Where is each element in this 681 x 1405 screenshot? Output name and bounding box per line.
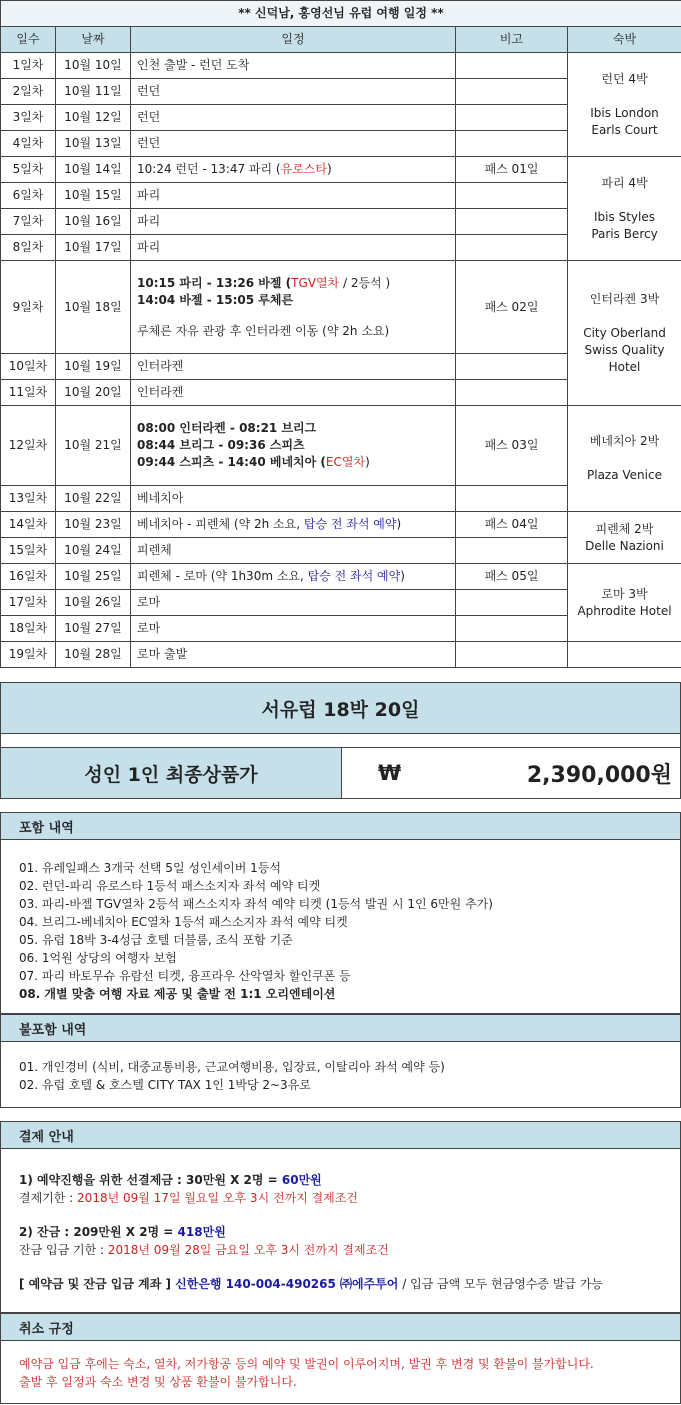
pass-cell: 패스 01일 (456, 157, 568, 183)
col-header-lodging: 숙박 (568, 27, 681, 53)
hotel-cell (568, 261, 681, 406)
hotel-name: Hotel (608, 359, 641, 374)
date-cell: 10월 15일 (56, 183, 131, 209)
list-item: 04. 브리그-베네치아 EC열차 1등석 패스소지자 좌석 예약 티켓 (19, 915, 348, 929)
note-cell (456, 380, 568, 406)
date-cell: 10월 17일 (56, 235, 131, 261)
list-item: 05. 유럽 18박 3-4성급 호텔 더블룸, 조식 포함 기준 (19, 933, 293, 947)
itinerary-table (0, 0, 681, 668)
currency-symbol: ₩ (378, 761, 402, 785)
excluded-title: 불포함 내역 (19, 1022, 87, 1038)
plan-cell (131, 157, 456, 183)
date-cell: 10월 19일 (56, 354, 131, 380)
balance-total: 418만원 (177, 1225, 226, 1239)
note-cell (456, 131, 568, 157)
date-cell: 10월 22일 (56, 486, 131, 512)
day-cell: 10일차 (1, 354, 56, 380)
plan-cell (131, 261, 456, 354)
date-cell: 10월 25일 (56, 564, 131, 590)
hotel-city: 피렌체 2박 (595, 521, 654, 536)
date-cell: 10월 27일 (56, 616, 131, 642)
day-cell: 11일차 (1, 380, 56, 406)
plan-line: 14:04 바젤 - 15:05 루체른 (137, 292, 294, 307)
hotel-name: Ibis Styles (594, 209, 655, 224)
pass-cell: 패스 04일 (456, 512, 568, 538)
plan-cell: 베네치아 (131, 486, 456, 512)
plan-cell: 베네치아 - 피렌체 (약 2h 소요, 탑승 전 좌석 예약) (131, 512, 456, 538)
train-highlight: TGV열차 (291, 275, 340, 290)
plan-cell: 런던 (131, 105, 456, 131)
table-row (1, 157, 681, 183)
cancel-line: 예약금 입금 후에는 숙소, 열차, 저가항공 등의 예약 및 발권이 이루어지며, 발권 후 변경 및 환불이 불가합니다. (19, 1357, 594, 1371)
date-cell: 10월 11일 (56, 79, 131, 105)
payment-info (0, 1149, 681, 1313)
table-row (1, 564, 681, 590)
plan-cell: 인터라켄 (131, 380, 456, 406)
day-cell: 3일차 (1, 105, 56, 131)
plan-cell: 파리 (131, 183, 456, 209)
train-highlight: EC열차 (325, 455, 366, 469)
hotel-cell (568, 157, 681, 261)
date-cell: 10월 23일 (56, 512, 131, 538)
excluded-header (0, 1014, 681, 1042)
hotel-cell (568, 53, 681, 157)
plan-cell: 파리 (131, 235, 456, 261)
deposit-due: 2018년 09월 17일 월요일 오후 3시 전까지 결제조건 (77, 1191, 358, 1205)
col-header-day: 일수 (1, 27, 56, 53)
payment-title: 결제 안내 (19, 1129, 74, 1145)
date-cell: 10월 14일 (56, 157, 131, 183)
hotel-name: Aphrodite Hotel (577, 603, 672, 618)
date-cell: 10월 16일 (56, 209, 131, 235)
day-cell: 15일차 (1, 538, 56, 564)
final-price: 2,390,000원 (526, 762, 672, 788)
note-cell (456, 538, 568, 564)
table-row (1, 406, 681, 486)
day-cell: 8일차 (1, 235, 56, 261)
list-item: 01. 유레일패스 3개국 선택 5일 성인세이버 1등석 (19, 861, 281, 875)
note-cell (456, 79, 568, 105)
plan-cell: 인천 출발 - 런던 도착 (131, 53, 456, 79)
plan-cell: 피렌체 (131, 538, 456, 564)
included-header (0, 812, 681, 840)
table-row (1, 642, 681, 668)
deposit-total: 60만원 (281, 1173, 322, 1187)
list-item: 07. 파리 바토무슈 유람선 티켓, 융프라우 산악열차 할인쿠폰 등 (19, 969, 351, 983)
day-cell: 19일차 (1, 642, 56, 668)
day-cell: 4일차 (1, 131, 56, 157)
price-label-cell (1, 748, 342, 798)
product-title-box (0, 682, 681, 734)
table-row (1, 53, 681, 79)
note-cell (456, 53, 568, 79)
plan-cell: 로마 (131, 616, 456, 642)
spacer-row (0, 733, 681, 748)
hotel-city: 베네치아 2박 (589, 434, 660, 448)
hotel-city: 파리 4박 (601, 175, 648, 190)
included-title: 포함 내역 (19, 820, 74, 836)
account-line: [ 예약금 및 잔금 입금 계좌 ] 신한은행 140-004-490265 ㈜에주투어 / 입금 금액 모두 현금영수증 발급 가능 (19, 1277, 604, 1291)
list-item: 03. 파리-바젤 TGV열차 2등석 패스소지자 좌석 예약 티켓 (1등석 발권 시 1인 6만원 추가) (19, 897, 493, 911)
plan-cell: 피렌체 - 로마 (약 1h30m 소요, 탑승 전 좌석 예약) (131, 564, 456, 590)
reservation-highlight: 탑승 전 좌석 예약 (303, 517, 397, 531)
date-cell: 10월 20일 (56, 380, 131, 406)
note-cell (456, 486, 568, 512)
day-cell: 18일차 (1, 616, 56, 642)
table-row (1, 512, 681, 538)
plan-line: 09:44 스피츠 - 14:40 베네치아 (EC열차) (137, 455, 370, 469)
plan-line: 08:44 브리그 - 09:36 스피츠 (137, 438, 305, 452)
date-cell: 10월 10일 (56, 53, 131, 79)
note-cell (456, 354, 568, 380)
note-cell (456, 590, 568, 616)
date-cell: 10월 13일 (56, 131, 131, 157)
hotel-city: 로마 3박 (601, 586, 648, 601)
day-cell: 2일차 (1, 79, 56, 105)
cancel-header (0, 1313, 681, 1341)
hotel-cell (568, 512, 681, 564)
date-cell: 10월 21일 (56, 406, 131, 486)
product-title: 서유럽 18박 20일 (261, 698, 420, 721)
plan-line: 루체른 자유 관광 후 인터라켄 이동 (약 2h 소요) (137, 323, 390, 338)
plan-cell: 인터라켄 (131, 354, 456, 380)
note-cell (456, 209, 568, 235)
plan-cell: 런던 (131, 131, 456, 157)
balance-line: 2) 잔금 : 209만원 X 2명 = 418만원 (19, 1225, 226, 1239)
day-cell: 9일차 (1, 261, 56, 354)
reservation-highlight: 탑승 전 좌석 예약 (307, 569, 401, 583)
col-header-plan: 일정 (131, 27, 456, 53)
note-cell (456, 235, 568, 261)
bank-account: 신한은행 140-004-490265 ㈜에주투어 (175, 1277, 399, 1291)
list-item: 06. 1억원 상당의 여행자 보험 (19, 951, 177, 965)
list-item: 02. 런던-파리 유로스타 1등석 패스소지자 좌석 예약 티켓 (19, 879, 321, 893)
day-cell: 17일차 (1, 590, 56, 616)
col-header-note: 비고 (456, 27, 568, 53)
pass-cell: 패스 03일 (456, 406, 568, 486)
included-list (0, 840, 681, 1014)
day-cell: 13일차 (1, 486, 56, 512)
plan-cell: 파리 (131, 209, 456, 235)
hotel-cell (568, 406, 681, 512)
cancel-line: 출발 후 일정과 숙소 변경 및 상품 환불이 불가합니다. (19, 1375, 297, 1389)
plan-text: ) (327, 162, 332, 176)
deposit-due-line: 결제기한 : 2018년 09월 17일 월요일 오후 3시 전까지 결제조건 (19, 1191, 358, 1205)
pass-cell: 패스 02일 (456, 261, 568, 354)
plan-cell: 로마 출발 (131, 642, 456, 668)
hotel-name: Delle Nazioni (585, 538, 664, 553)
note-cell (456, 616, 568, 642)
list-item: 01. 개인경비 (식비, 대중교통비용, 근교여행비용, 입장료, 이탈리아 좌석 예약 등) (19, 1060, 445, 1074)
note-cell (456, 183, 568, 209)
col-header-date: 날짜 (56, 27, 131, 53)
date-cell: 10월 24일 (56, 538, 131, 564)
plan-line: 10:15 파리 - 13:26 바젤 (TGV열차 / 2등석 ) (137, 275, 391, 290)
hotel-cell (568, 642, 681, 668)
day-cell: 1일차 (1, 53, 56, 79)
price-row (0, 747, 681, 799)
date-cell: 10월 28일 (56, 642, 131, 668)
plan-line: 08:00 인터라켄 - 08:21 브리그 (137, 421, 317, 435)
hotel-city: 인터라켄 3박 (589, 291, 660, 306)
day-cell: 14일차 (1, 512, 56, 538)
train-highlight: 유로스타 (280, 162, 327, 176)
date-cell: 10월 18일 (56, 261, 131, 354)
date-cell: 10월 12일 (56, 105, 131, 131)
day-cell: 6일차 (1, 183, 56, 209)
payment-header (0, 1121, 681, 1149)
day-cell: 7일차 (1, 209, 56, 235)
plan-cell: 런던 (131, 79, 456, 105)
pass-cell: 패스 05일 (456, 564, 568, 590)
plan-cell: 로마 (131, 590, 456, 616)
plan-text: 10:24 런던 - 13:47 파리 ( (137, 162, 281, 176)
hotel-name: City Oberland (583, 325, 666, 340)
hotel-name: Paris Bercy (591, 226, 658, 241)
excluded-list (0, 1042, 681, 1108)
plan-cell (131, 406, 456, 486)
price-value-cell (342, 748, 680, 798)
balance-due-line: 잔금 입금 기한 : 2018년 09월 28일 금요일 오후 3시 전까지 결제조건 (19, 1243, 389, 1257)
date-cell: 10월 26일 (56, 590, 131, 616)
list-item: 02. 유럽 호텔 & 호스텔 CITY TAX 1인 1박당 2~3유로 (19, 1078, 311, 1092)
deposit-line: 1) 예약진행을 위한 선결제금 : 30만원 X 2명 = 60만원 (19, 1173, 322, 1187)
table-row (1, 261, 681, 354)
cancel-title: 취소 규정 (19, 1321, 74, 1337)
note-cell (456, 105, 568, 131)
price-label: 성인 1인 최종상품가 (84, 763, 258, 786)
day-cell: 16일차 (1, 564, 56, 590)
list-item: 08. 개별 맞춤 여행 자료 제공 및 출발 전 1:1 오리엔테이션 (19, 987, 336, 1001)
cancel-policy (0, 1341, 681, 1404)
note-cell (456, 642, 568, 668)
hotel-name: Ibis London (590, 105, 659, 120)
hotel-cell (568, 564, 681, 642)
hotel-name: Earls Court (591, 122, 658, 137)
hotel-city: 런던 4박 (601, 71, 648, 86)
balance-due: 2018년 09월 28일 금요일 오후 3시 전까지 결제조건 (107, 1243, 389, 1257)
day-cell: 12일차 (1, 406, 56, 486)
itinerary-title: ** 신덕남, 홍영선님 유럽 여행 일정 ** (1, 1, 681, 27)
hotel-name: Plaza Venice (587, 468, 662, 482)
day-cell: 5일차 (1, 157, 56, 183)
hotel-name: Swiss Quality (584, 342, 665, 357)
